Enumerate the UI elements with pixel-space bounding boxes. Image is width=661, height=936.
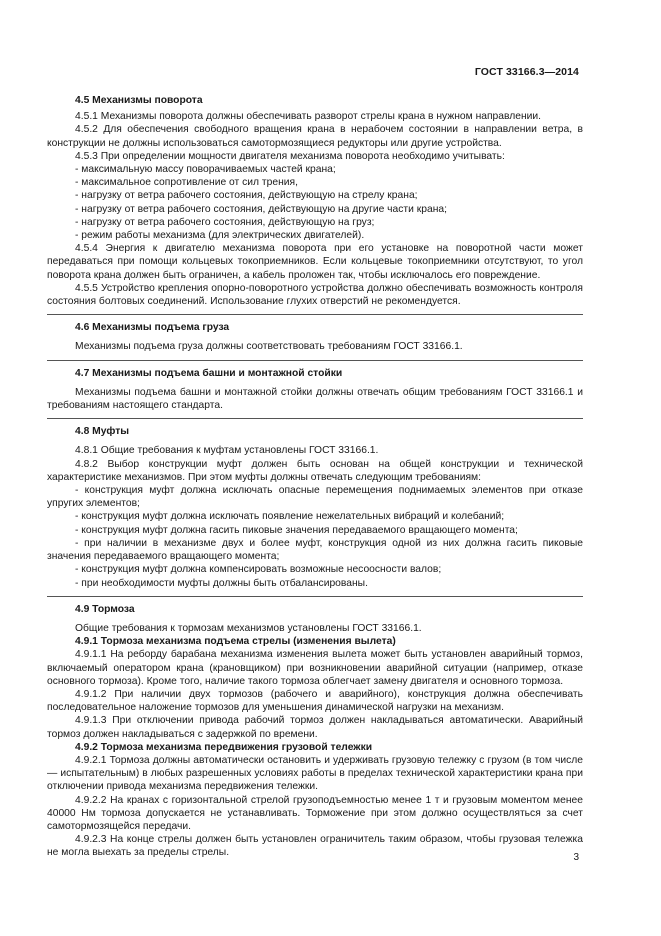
- section-title-4-5: 4.5 Механизмы поворота: [75, 95, 203, 106]
- document-body: [47, 94, 583, 860]
- document-header: ГОСТ 33166.3—2014: [474, 66, 579, 78]
- paragraph-4-7: Механизмы подъема башни и монтажной стойки должны отвечать общим требованиям ГОСТ 33166.1 и требованиям настоящего стандарта.: [47, 386, 583, 412]
- paragraph-4-9-2-1: 4.9.2.1 Тормоза должны автоматически остановить и удерживать грузовую тележку с грузом (в том числе — испытательным) в любых разрешенных условиях работы в пределах технической характеристики крана при отключении привода механизма передвижения тележки.: [47, 754, 583, 793]
- paragraph-4-5-5: 4.5.5 Устройство крепления опорно-поворотного устройства должно обеспечивать возможность контроля состояния болтовых соединений. Использование глухих отверстий не рекомендуется.: [47, 282, 583, 308]
- section-title-4-7: 4.7 Механизмы подъема башни и монтажной стойки: [75, 367, 343, 379]
- list-item: - конструкция муфт должна исключать появление нежелательных вибраций и колебаний;: [75, 511, 505, 523]
- divider: [47, 596, 583, 597]
- list-item: - при необходимости муфты должны быть отбалансированы.: [75, 577, 368, 589]
- paragraph-4-9-1-3: 4.9.1.3 При отключении привода рабочий тормоз должен накладываться автоматически. Аварийный тормоз должен накладываться с задержкой по времени.: [47, 715, 583, 740]
- list-item: - максимальное сопротивление от сил трения,: [75, 177, 298, 189]
- subsection-title-4-9-2: 4.9.2 Тормоза механизма передвижения грузовой тележки: [75, 741, 373, 753]
- section-title-4-8: 4.8 Муфты: [75, 426, 130, 438]
- paragraph-4-9-1-2: 4.9.1.2 При наличии двух тормозов (рабочего и аварийного), конструкция должна обеспечивать последовательное наложение тормозов для уменьшения динамической нагрузки на механизм.: [47, 688, 583, 714]
- list-item: - нагрузку от ветра рабочего состояния, действующую на другие части крана;: [75, 203, 447, 215]
- list-item: - нагрузку от ветра рабочего состояния, действующую на груз;: [75, 216, 375, 228]
- paragraph-4-5-3: 4.5.3 При определении мощности двигателя механизма поворота необходимо учитывать:: [75, 150, 505, 162]
- paragraph-4-9-2-2: 4.9.2.2 На кранах с горизонтальной стрелой грузоподъемностью менее 1 т и грузовым моментом менее 40000 Нм тормоза допускается не устанавливать. Торможение при этом должно осуществляться за счет самотормозящейся передачи.: [47, 794, 583, 832]
- paragraph-4-9: Общие требования к тормозам механизмов установлены ГОСТ 33166.1.: [75, 622, 422, 634]
- subsection-title-4-9-1: 4.9.1 Тормоза механизма подъема стрелы (изменения вылета): [75, 636, 396, 648]
- list-item: - максимальную массу поворачиваемых частей крана;: [75, 164, 336, 176]
- list-item: - конструкция муфт должна гасить пиковые значения передаваемого вращающего момента;: [75, 524, 518, 536]
- list-item: - нагрузку от ветра рабочего состояния, действующую на стрелу крана;: [75, 190, 418, 202]
- list-item: - режим работы механизма (для электрических двигателей).: [75, 230, 365, 242]
- divider: [47, 314, 583, 315]
- list-item: - при наличии в механизме двух и более муфт, конструкция одной из них должна гасить пиковые значения передаваемого вращающего момента;: [47, 537, 583, 563]
- list-item: - конструкция муфт должна компенсировать возможные несоосности валов;: [75, 564, 442, 576]
- paragraph-4-5-4: 4.5.4 Энергия к двигателю механизма поворота при его установке на поворотной части может передаваться при помощи кольцевых токоприемников. Если кольцевые токоприемники отсутствуют, то угол поворота крана должен быть ограничен, а кабель проложен так, чтобы исключалось его повреждение.: [47, 243, 583, 281]
- paragraph-4-5-1: 4.5.1 Механизмы поворота должны обеспечивать разворот стрелы крана в нужном направлении.: [75, 111, 542, 123]
- paragraph-4-6: Механизмы подъема груза должны соответствовать требованиям ГОСТ 33166.1.: [75, 341, 463, 353]
- page-number: 3: [573, 852, 579, 863]
- paragraph-4-9-1-1: 4.9.1.1 На реборду барабана механизма изменения вылета может быть установлен аварийный тормоз, включаемый оператором крана (крановщиком) при возникновении аварийной ситуации (например, отказе основного тормоза). Кроме того, наличие такого тормоза облегчает замену двигателя и основного тормоза.: [47, 649, 583, 687]
- paragraph-4-8-1: 4.8.1 Общие требования к муфтам установлены ГОСТ 33166.1.: [75, 445, 379, 457]
- section-title-4-9: 4.9 Тормоза: [75, 603, 135, 615]
- paragraph-4-5-2: 4.5.2 Для обеспечения свободного вращения крана в нерабочем состоянии в направлении ветра, в конструкции не должны использоваться самотормозящиеся редукторы или другие устройства.: [47, 124, 583, 149]
- paragraph-4-9-2-3: 4.9.2.3 На конце стрелы должен быть установлен ограничитель таким образом, чтобы грузовая тележка не могла выехать за пределы стрелы.: [47, 834, 583, 859]
- list-item: - конструкция муфт должна исключать опасные перемещения поднимаемых элементов при отказе упругих элементов;: [47, 485, 583, 510]
- divider: [47, 360, 583, 361]
- paragraph-4-8-2: 4.8.2 Выбор конструкции муфт должен быть основан на общей конструкции и технической характеристике механизмов. При этом муфты должны отвечать следующим требованиям:: [47, 458, 583, 483]
- section-title-4-6: 4.6 Механизмы подъема груза: [75, 322, 230, 334]
- divider: [47, 418, 583, 419]
